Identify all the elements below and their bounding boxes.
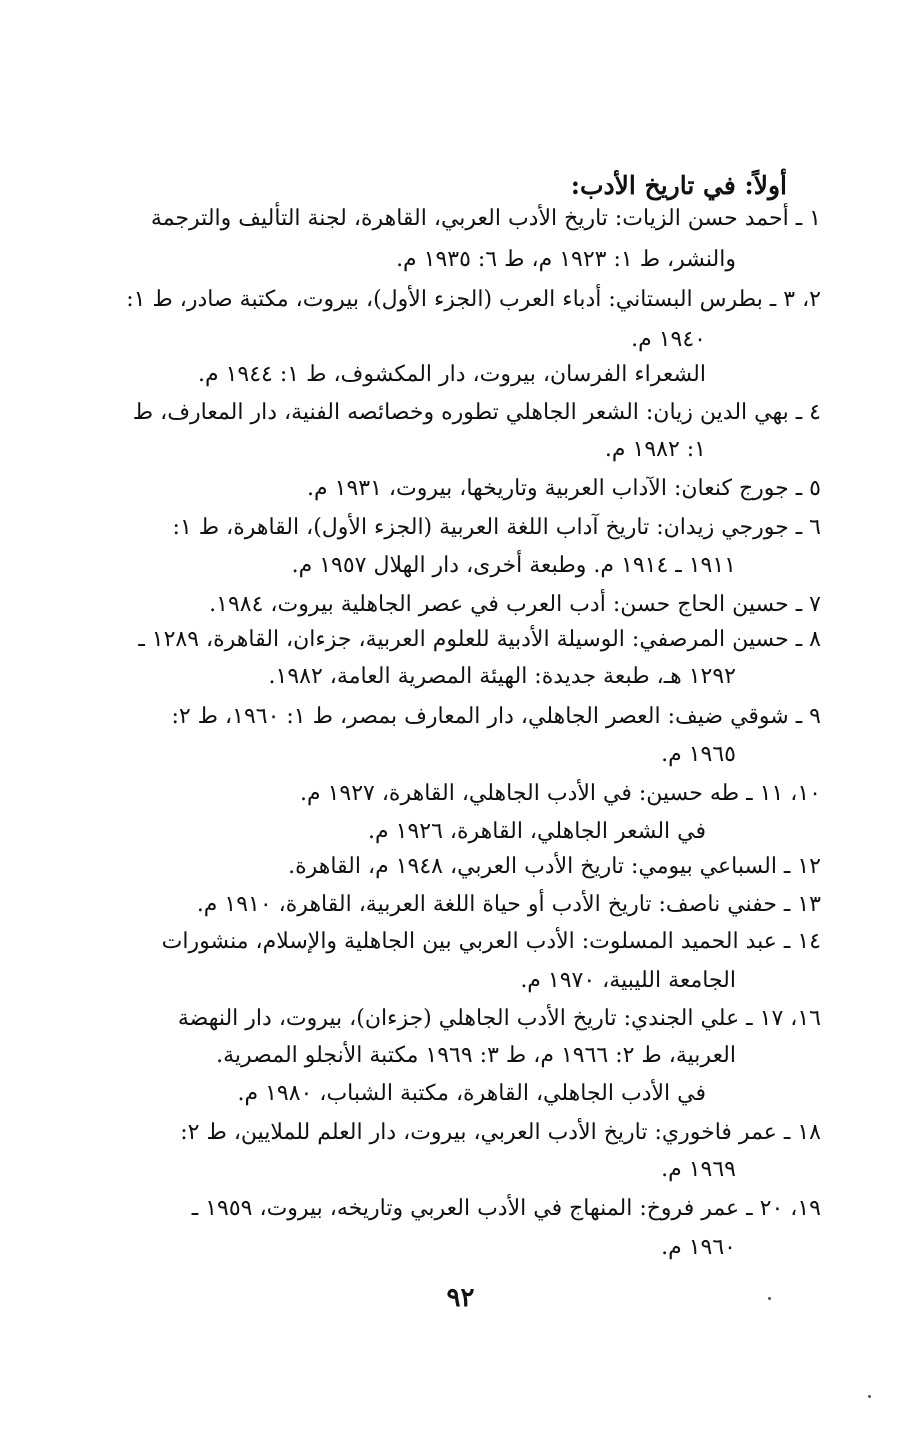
entry-19-line-2: ١٩٦٠ م. [661, 1235, 736, 1260]
entry-2-line-2: ١٩٤٠ م. [631, 327, 706, 352]
entry-16-line-2: العربية، ط ٢: ١٩٦٦ م، ط ٣: ١٩٦٩ مكتبة الأنجلو المصرية. [216, 1043, 736, 1068]
entry-14-line-2: الجامعة الليبية، ١٩٧٠ م. [520, 968, 736, 993]
entry-5-line-1: ٥ ـ جورج كنعان: الآداب العربية وتاريخها، بيروت، ١٩٣١ م. [307, 476, 821, 501]
entry-1-line-1: ١ ـ أحمد حسن الزيات: تاريخ الأدب العربي، القاهرة، لجنة التأليف والترجمة [150, 206, 821, 231]
entry-2-line-1: ٢، ٣ ـ بطرس البستاني: أدباء العرب (الجزء الأول)، بيروت، مكتبة صادر، ط ١: [126, 287, 821, 312]
entry-2-line-3: الشعراء الفرسان، بيروت، دار المكشوف، ط ١: ١٩٤٤ م. [198, 362, 706, 387]
entry-6-line-1: ٦ ـ جورجي زيدان: تاريخ آداب اللغة العربية (الجزء الأول)، القاهرة، ط ١: [172, 515, 821, 540]
entry-18-line-2: ١٩٦٩ م. [661, 1157, 736, 1182]
entry-16-line-3: في الأدب الجاهلي، القاهرة، مكتبة الشباب، ١٩٨٠ م. [237, 1081, 706, 1106]
entry-4-line-2: ١: ١٩٨٢ م. [604, 437, 706, 462]
entry-6-line-2: ١٩١١ ـ ١٩١٤ م. وطبعة أخرى، دار الهلال ١٩٥٧ م. [291, 553, 736, 578]
section-heading: أولاً: في تاريخ الأدب: [570, 171, 787, 200]
entry-14-line-1: ١٤ ـ عبد الحميد المسلوت: الأدب العربي بين الجاهلية والإسلام، منشورات [161, 929, 821, 954]
entry-9-line-2: ١٩٦٥ م. [661, 742, 736, 767]
entry-4-line-1: ٤ ـ بهي الدين زيان: الشعر الجاهلي تطوره وخصائصه الفنية، دار المعارف، ط [132, 400, 821, 425]
scan-speck [768, 1297, 771, 1300]
entry-18-line-1: ١٨ ـ عمر فاخوري: تاريخ الأدب العربي، بيروت، دار العلم للملايين، ط ٢: [180, 1120, 821, 1145]
entry-9-line-1: ٩ ـ شوقي ضيف: العصر الجاهلي، دار المعارف بمصر، ط ١: ١٩٦٠، ط ٢: [171, 704, 821, 729]
entry-8-line-1: ٨ ـ حسين المرصفي: الوسيلة الأدبية للعلوم العربية، جزءان، القاهرة، ١٢٨٩ ـ [138, 627, 821, 652]
entry-10-line-1: ١٠، ١١ ـ طه حسين: في الأدب الجاهلي، القاهرة، ١٩٢٧ م. [299, 781, 821, 806]
entry-16-line-1: ١٦، ١٧ ـ علي الجندي: تاريخ الأدب الجاهلي (جزءان)، بيروت، دار النهضة [177, 1006, 821, 1031]
entry-1-line-2: والنشر، ط ١: ١٩٢٣ م، ط ٦: ١٩٣٥ م. [396, 247, 736, 272]
entry-7-line-1: ٧ ـ حسين الحاج حسن: أدب العرب في عصر الجاهلية بيروت، ١٩٨٤. [209, 592, 821, 617]
entry-8-line-2: ١٢٩٢ هـ، طبعة جديدة: الهيئة المصرية العامة، ١٩٨٢. [268, 664, 736, 689]
entry-10-line-2: في الشعر الجاهلي، القاهرة، ١٩٢٦ م. [368, 819, 706, 844]
scan-speck [868, 1395, 871, 1398]
entry-13-line-1: ١٣ ـ حفني ناصف: تاريخ الأدب أو حياة اللغة العربية، القاهرة، ١٩١٠ م. [196, 892, 821, 917]
entry-19-line-1: ١٩، ٢٠ ـ عمر فروخ: المنهاج في الأدب العربي وتاريخه، بيروت، ١٩٥٩ ـ [191, 1196, 821, 1221]
entry-12-line-1: ١٢ ـ السباعي بيومي: تاريخ الأدب العربي، ١٩٤٨ م، القاهرة. [288, 854, 821, 879]
page-number: ٩٢ [446, 1283, 475, 1313]
